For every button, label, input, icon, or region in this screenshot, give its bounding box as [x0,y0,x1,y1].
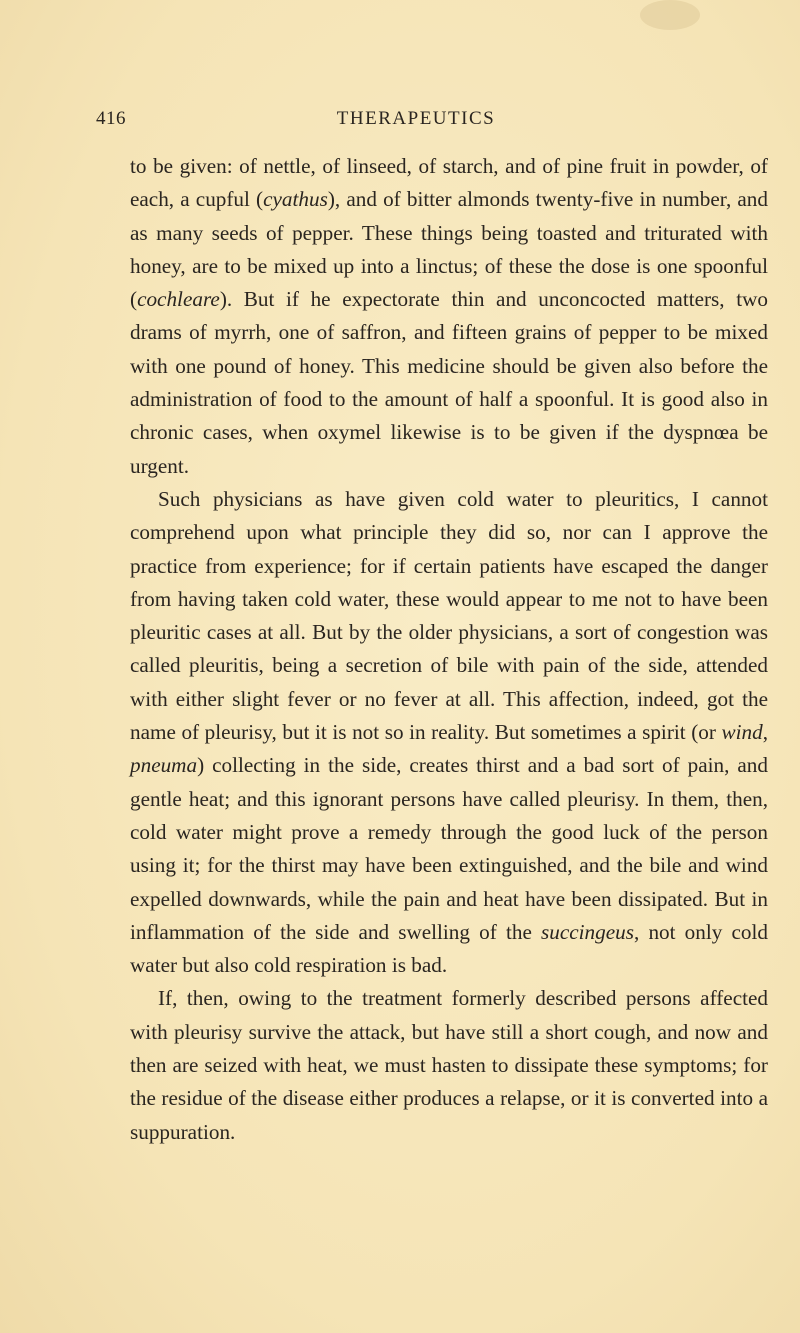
text-run: , [762,720,768,745]
running-head: THERAPEUTICS [336,108,496,129]
italic-term: succingeus [541,919,634,944]
text-run: ) collecting in the side, creates thirst and a bad sort of pain, and gentle heat; and this ignorant persons have called pleurisy. In them, then, cold water might prove a remedy through the good luck of the person using it; for the thirst may have been extinguished, and the bile and wind expelled downwards, while the pain and heat have been dissipated. But in inflammation of the side and swelling of the [130,753,768,944]
italic-term: pneuma [130,753,198,778]
text-run: If, then, owing to the treatment formerly described persons affected with pleurisy survive the attack, but have still a short cough, and now and then are seized with heat, we must hasten to dissipate these symptoms; for the residue of the disease either produces a relapse, or it is converted into a suppuration. [130,986,768,1144]
paragraph-1 [130,150,768,483]
text-run: ), and of bitter almonds twenty-five in number, and as many seeds of pepper. These things being toasted and triturated with honey, are to be mixed up into a linctus; of these the dose is one spoonful ( [130,187,768,312]
italic-term: cyathus [263,187,328,212]
text-run: to be given: of nettle, of linseed, of starch, and of pine fruit in powder, of each, a cupful ( [130,154,768,212]
italic-term: cochleare [137,287,220,312]
page-number: 416 [96,108,126,129]
paragraph-3 [130,982,768,1148]
italic-term: wind [721,720,763,745]
paragraph-2 [130,483,768,982]
text-run: Such physicians as have given cold water to pleuritics, I cannot comprehend upon what principle they did so, nor can I approve the practice from experience; for if certain patients have escaped the danger from having taken cold water, these would appear to me not to have been pleuritic cases at all. But by the older physicians, a sort of congestion was called pleuritis, being a secretion of bile with pain of the side, attended with either slight fever or no fever at all. This affection, indeed, got the name of pleurisy, but it is not so in reality. But sometimes a spirit (or [130,486,768,745]
text-run: , not only cold water but also cold respiration is bad. [130,919,768,978]
text-run: ). But if he expectorate thin and unconcocted matters, two drams of myrrh, one of saffron, and fifteen grains of pepper to be mixed with one pound of honey. This medicine should be given also before the administration of food to the amount of half a spoonful. It is good also in chronic cases, when oxymel likewise is to be given if the dyspnœa be urgent. [130,287,768,478]
body-text [130,150,768,1149]
page-header [96,108,716,138]
paper-stain [640,0,700,30]
